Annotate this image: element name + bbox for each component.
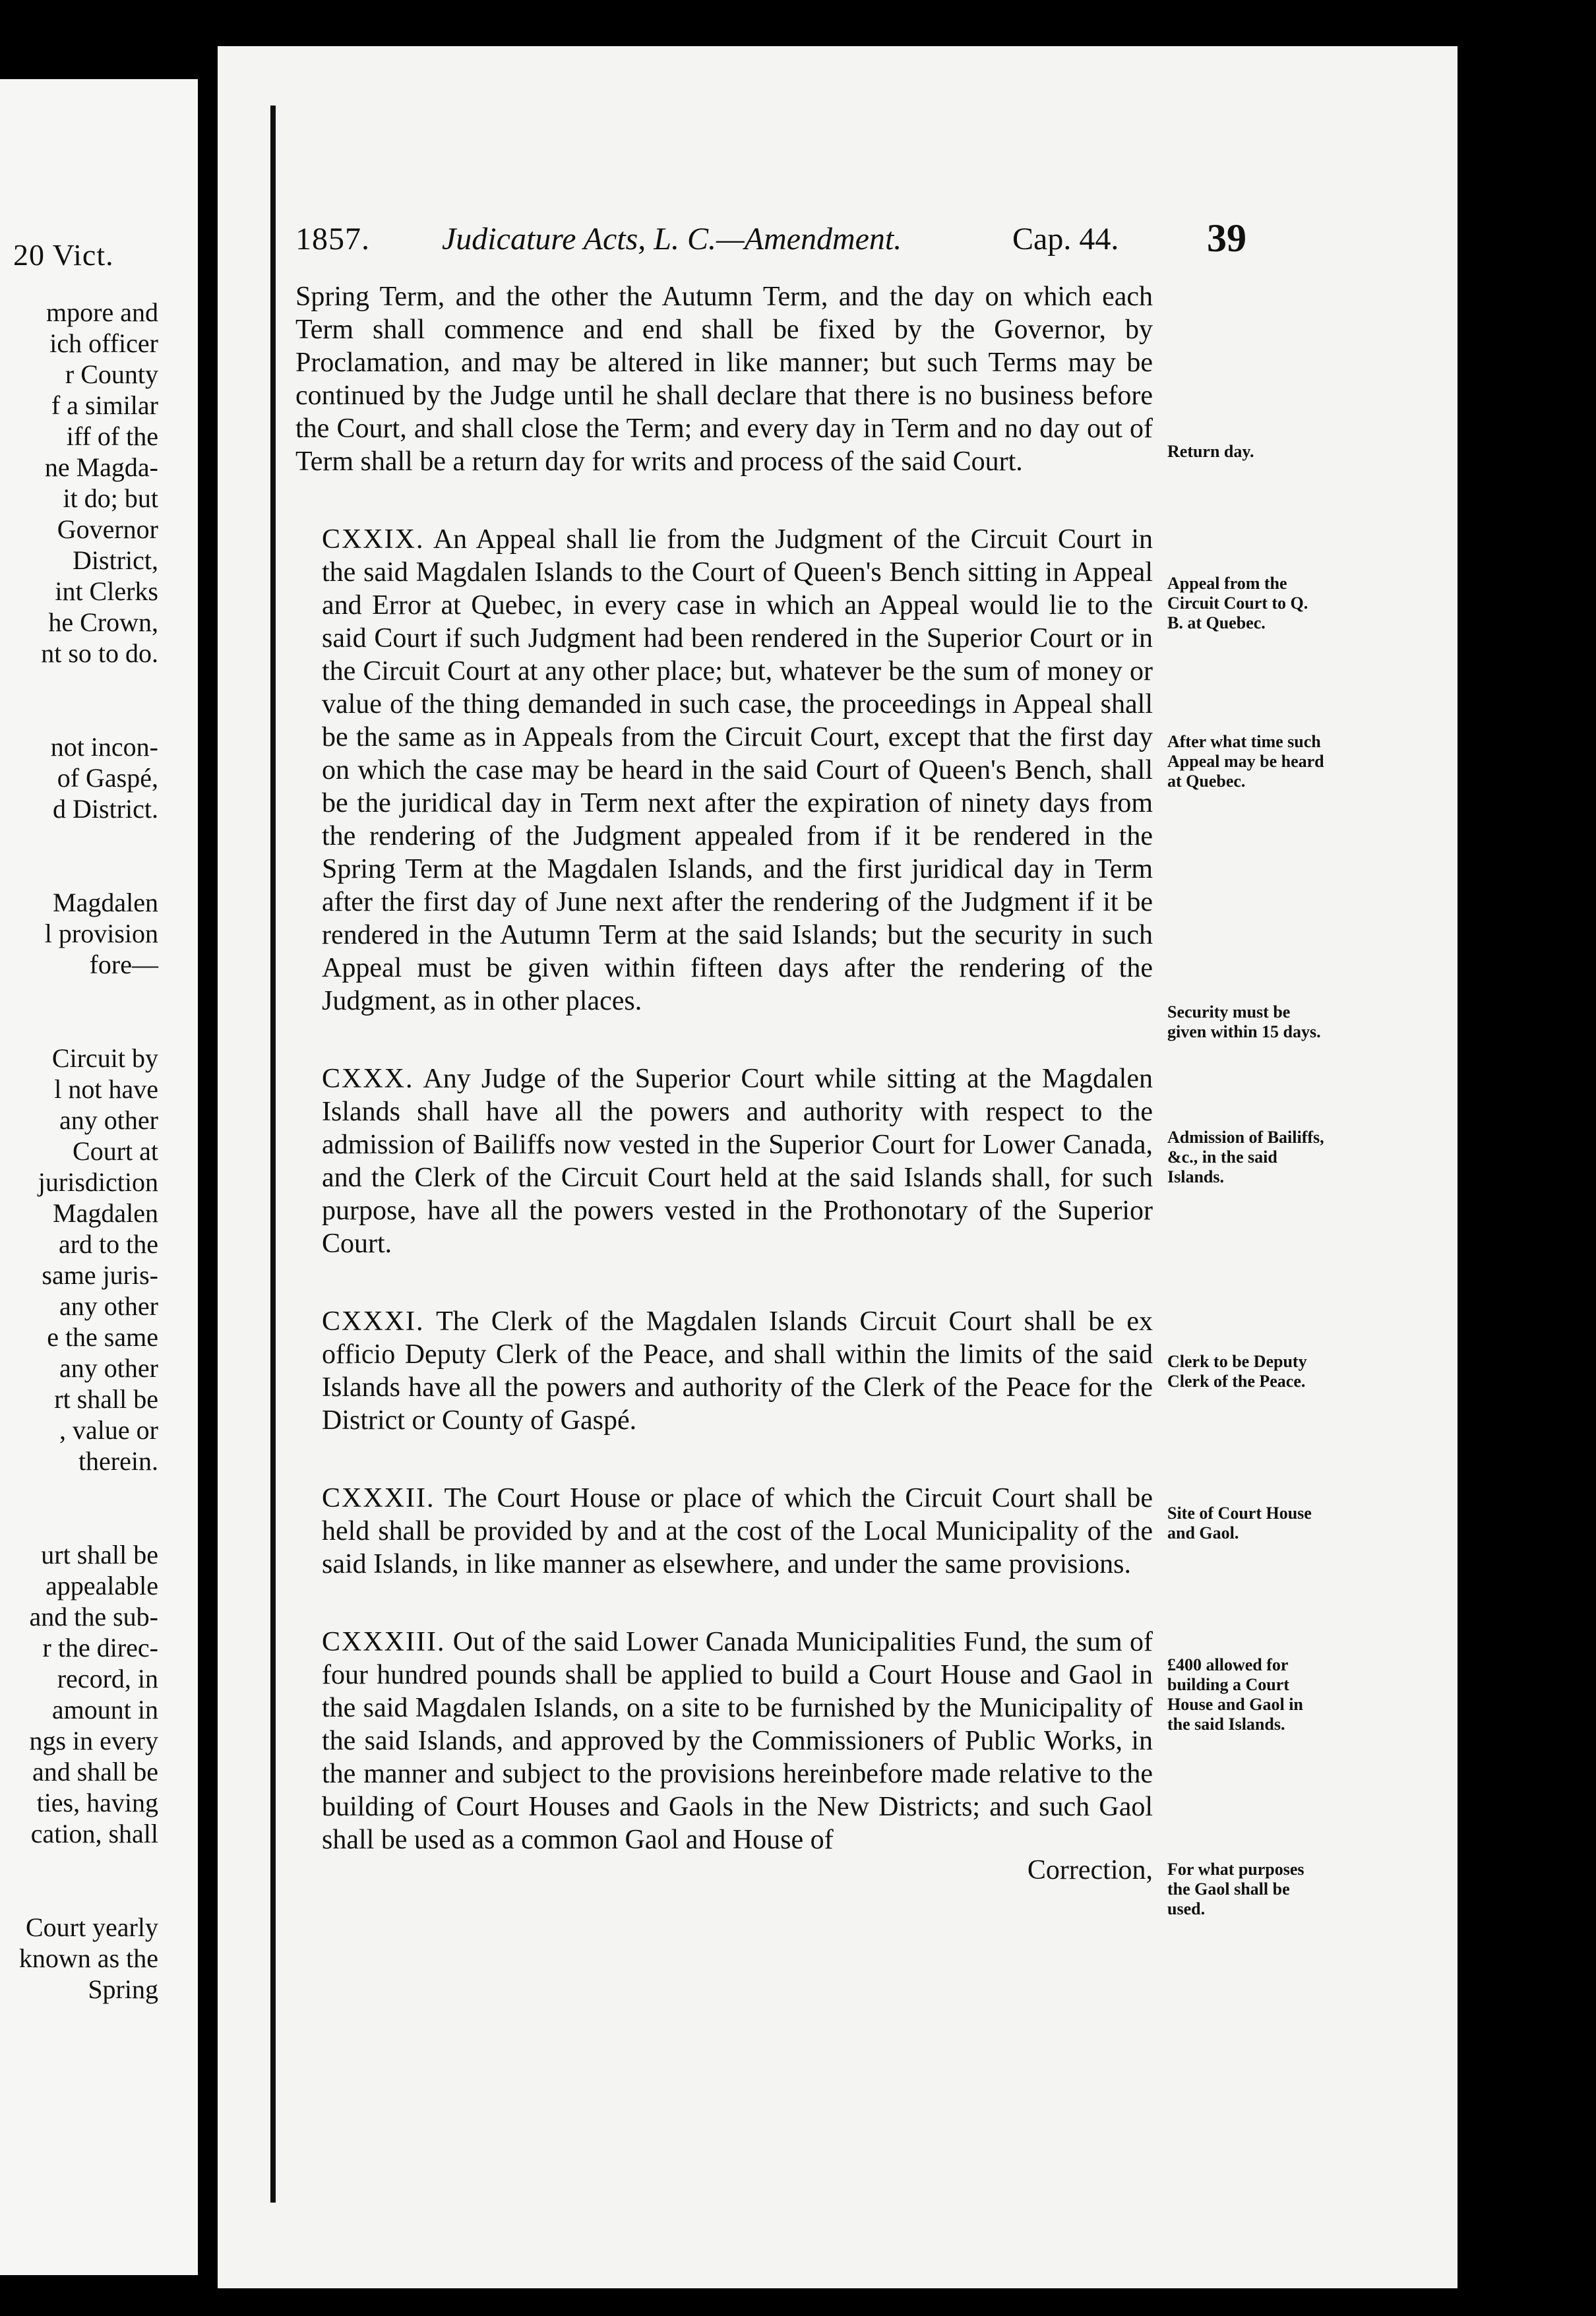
paragraph-text: The Clerk of the Magdalen Islands Circuit Court shall be ex officio Deputy Clerk of the Peace, and shall within the limits of the said Islands have all the powers and authority of the Clerk of the Peace for the District or County of Gaspé.	[322, 1306, 1153, 1436]
margin-note-allowance: £400 allowed for building a Court House and Gaol in the said Islands.	[1167, 1655, 1303, 1734]
facing-page-line: ard to the	[58, 1229, 158, 1259]
header-title: Judicature Acts, L. C.—Amendment.	[442, 222, 902, 257]
book-page	[218, 46, 1458, 2288]
facing-page-line: rt shall be	[54, 1384, 158, 1414]
line-gap	[0, 669, 158, 731]
facing-page-line: any other	[59, 1105, 158, 1135]
paragraph-text: Any Judge of the Superior Court while sitting at the Magdalen Islands shall have all the powers and authority with respect to the admission of Bailiffs now vested in the Superior Court for Lower Canada, and the Clerk of the Circuit Court held at the said Islands shall, for such purpose, have all the powers vested in the Prothonotary of the Superior Court.	[322, 1064, 1153, 1259]
paragraph-text: Out of the said Lower Canada Municipalities Fund, the sum of four hundred pounds shall be applied to build a Court House and Gaol in the said Magdalen Islands, on a site to be furnished by the Municipality of the said Islands, and approved by the Commissioners of Public Works, in the manner and subject to the provisions hereinbefore made relative to the building of Court Houses and Gaols in the New Districts; and such Gaol shall be used as a common Gaol and House of	[322, 1627, 1153, 1855]
page-number: 39	[1207, 216, 1246, 260]
facing-page-line: mpore and	[46, 297, 158, 327]
section-number: CXXXII.	[322, 1483, 435, 1513]
facing-page-line: l not have	[54, 1074, 158, 1104]
facing-page-line: he Crown,	[48, 607, 158, 637]
facing-page-line: d District.	[53, 794, 158, 824]
facing-page-line: iff of the	[66, 421, 158, 451]
facing-page-line: not incon-	[50, 732, 158, 762]
section-cxxxiii	[295, 1626, 1153, 1856]
paragraph-text: Spring Term, and the other the Autumn Term, and the day on which each Term shall commence and end shall be fixed by the Governor, by Proclamation, and may be altered in like manner; but such Terms may be continued by the Judge until he shall declare that there is no business before the Court, and shall close the Term; and every day in Term and no day out of Term shall be a return day for writs and process of the said Court.	[295, 282, 1153, 477]
facing-page-line: same juris-	[42, 1260, 158, 1290]
section-cxxxi	[295, 1305, 1153, 1437]
facing-page-line: jurisdiction	[38, 1167, 158, 1197]
section-number: CXXXIII.	[322, 1627, 446, 1657]
body-text	[295, 280, 1153, 1887]
paragraph-text: An Appeal shall lie from the Judgment of the Circuit Court in the said Magdalen Islands to the Court of Queen's Bench sitting in Appeal and Error at Quebec, in every case in which an Appeal would lie to the said Court if such Judgment had been rendered in the Superior Court or in the Circuit Court at any other place; but, whatever be the sum of money or value of the thing demanded in such case, the proceedings in Appeal shall be the same as in Appeals from the Circuit Court, except that the first day on which the case may be heard in the said Court of Queen's Bench, shall be the juridical day in Term next after the expiration of ninety days from the rendering of the Judgment appealed from if it be rendered in the Spring Term at the Magdalen Islands, and the first juridical day in Term after the first day of June next after the rendering of the Judgment if it be rendered in the Autumn Term at the said Islands; but the security in such Appeal must be given within fifteen days after the rendering of the Judgment, as in other places.	[322, 524, 1153, 1016]
paragraph-text: The Court House or place of which the Circuit Court shall be held shall be provided by and at the cost of the Local Municipality of the said Islands, in like manner as elsewhere, and under the same provisions.	[322, 1483, 1153, 1579]
margin-note-bailiffs: Admission of Bailiffs, &c., in the said Islands.	[1167, 1128, 1324, 1186]
facing-page-line: ties, having	[36, 1788, 158, 1817]
facing-page-line: r County	[65, 359, 158, 389]
margin-note-appeal: Appeal from the Circuit Court to Q. B. at Quebec.	[1167, 574, 1308, 632]
facing-page-fragment	[0, 79, 198, 2275]
margin-note-gaol-use: For what purposes the Gaol shall be used.	[1167, 1860, 1304, 1918]
facing-page-line: therein.	[78, 1446, 158, 1476]
section-cxxx	[295, 1062, 1153, 1260]
margin-note-clerk: Clerk to be Deputy Clerk of the Peace.	[1167, 1352, 1307, 1391]
facing-page-line: Magdalen	[53, 888, 158, 917]
margin-note-court-house: Site of Court House and Gaol.	[1167, 1504, 1312, 1542]
running-header	[218, 216, 1458, 267]
facing-page-line: and shall be	[32, 1757, 158, 1786]
margin-note-return-day: Return day.	[1167, 442, 1254, 461]
line-gap	[0, 1849, 158, 1912]
facing-page-line: of Gaspé,	[57, 763, 158, 793]
facing-page-line: Circuit by	[51, 1043, 158, 1073]
facing-page-line: e the same	[47, 1322, 158, 1352]
margin-note-security: Security must be given within 15 days.	[1167, 1002, 1321, 1041]
header-chapter: Cap. 44.	[1012, 222, 1119, 257]
facing-page-line: f a similar	[51, 390, 158, 420]
facing-page-line: District,	[73, 545, 158, 575]
facing-page-line: any other	[59, 1291, 158, 1321]
line-gap	[0, 980, 158, 1043]
facing-page-line: Governor	[57, 514, 158, 544]
facing-page-text	[0, 297, 158, 2005]
facing-page-line: appealable	[46, 1571, 158, 1600]
section-cxxix	[295, 523, 1153, 1018]
facing-page-line: ne Magda-	[44, 452, 158, 482]
facing-page-line: , value or	[59, 1415, 158, 1445]
section-number: CXXXI.	[322, 1306, 425, 1337]
margin-note-appeal-time: After what time such Appeal may be heard at Quebec.	[1167, 732, 1324, 791]
facing-page-line: cation, shall	[30, 1819, 158, 1848]
facing-page-line: ngs in every	[29, 1726, 158, 1755]
facing-page-line: fore—	[89, 950, 158, 979]
facing-page-header: 20 Vict.	[13, 238, 114, 272]
gutter-divider	[270, 106, 276, 2203]
line-gap	[0, 1477, 158, 1539]
facing-page-line: and the sub-	[29, 1602, 158, 1631]
facing-page-line: known as the	[18, 1943, 158, 1973]
facing-page-line: Spring	[88, 1974, 158, 2004]
header-year: 1857.	[295, 222, 370, 257]
catchword: Correction,	[1027, 1855, 1153, 1885]
facing-page-line: int Clerks	[55, 576, 158, 606]
paragraph-continuation	[295, 280, 1153, 478]
facing-page-line: amount in	[51, 1695, 158, 1724]
facing-page-line: Court at	[73, 1136, 158, 1166]
facing-page-line: l provision	[44, 919, 158, 948]
facing-page-line: any other	[59, 1353, 158, 1383]
section-cxxxii	[295, 1482, 1153, 1581]
facing-page-line: Magdalen	[53, 1198, 158, 1228]
facing-page-line: it do; but	[63, 483, 158, 513]
facing-page-line: r the direc-	[42, 1633, 158, 1662]
line-gap	[0, 824, 158, 887]
facing-page-line: nt so to do.	[41, 638, 158, 668]
facing-page-line: Court yearly	[25, 1912, 158, 1942]
facing-page-line: ich officer	[49, 328, 158, 358]
facing-page-line: urt shall be	[41, 1540, 158, 1569]
facing-page-line: record, in	[57, 1664, 158, 1693]
section-number: CXXIX.	[322, 524, 425, 555]
section-number: CXXX.	[322, 1064, 414, 1094]
